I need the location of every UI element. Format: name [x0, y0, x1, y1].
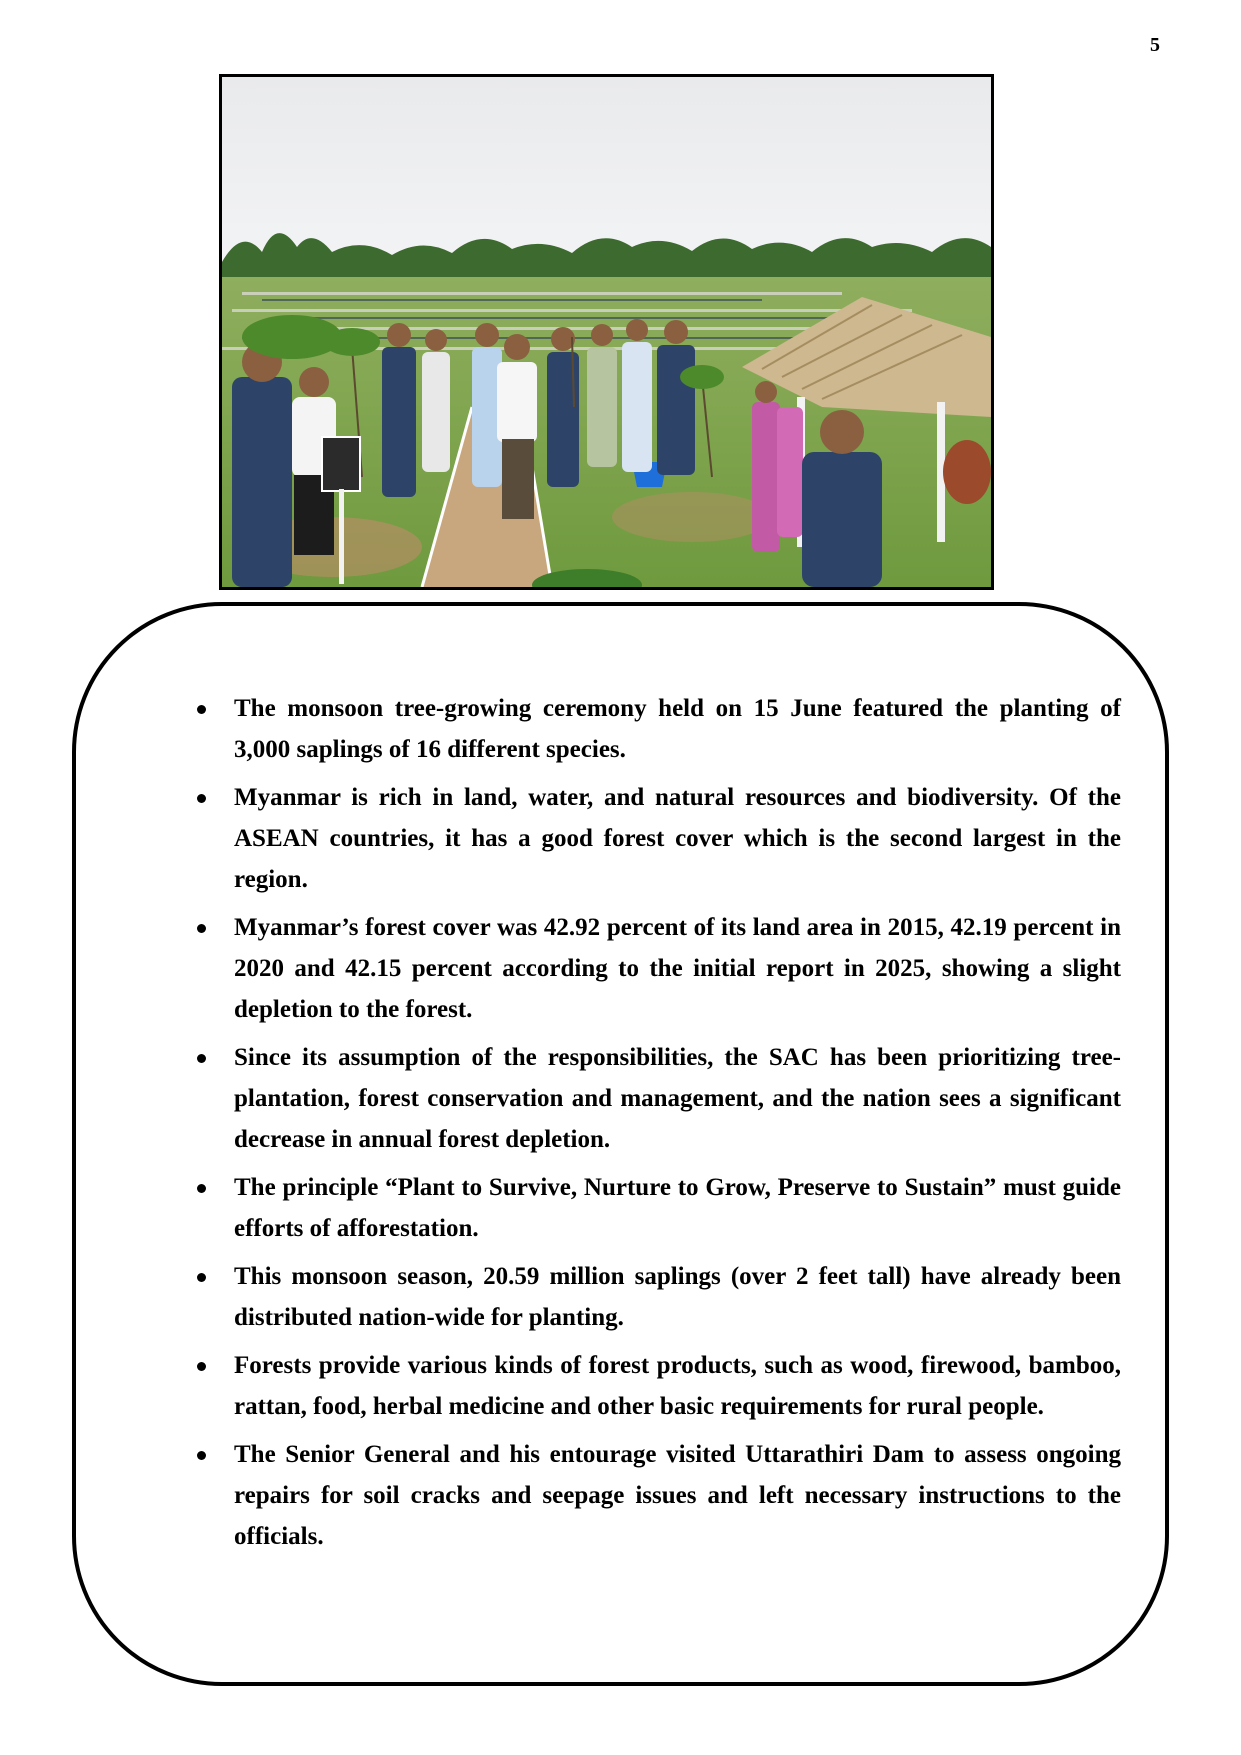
list-item [161, 907, 1121, 1030]
bullet-text: The monsoon tree-growing ceremony held on 15 June featured the planting of 3,000 saplings of 16 different species. [234, 695, 1121, 763]
bullet-text: This monsoon season, 20.59 million saplings (over 2 feet tall) have already been distributed nation-wide for planting. [234, 1263, 1121, 1331]
bullet-text: Since its assumption of the responsibilities, the SAC has been prioritizing tree-plantation, forest conservation and management, and the nation sees a significant decrease in annual forest depletion. [234, 1044, 1121, 1153]
key-points-box [72, 602, 1169, 1686]
photo-illustration [222, 77, 991, 587]
bullet-text: Myanmar is rich in land, water, and natural resources and biodiversity. Of the ASEAN countries, it has a good forest cover which is the second largest in the region. [234, 784, 1121, 893]
bullet-icon [197, 705, 206, 714]
bullet-icon [197, 1184, 206, 1193]
list-item [161, 688, 1121, 770]
ceremony-photo [219, 74, 994, 590]
bullet-icon [197, 1054, 206, 1063]
list-item [161, 1256, 1121, 1338]
bullet-icon [197, 794, 206, 803]
bullet-icon [197, 924, 206, 933]
list-item [161, 1434, 1121, 1557]
list-item [161, 777, 1121, 900]
bullet-text: Myanmar’s forest cover was 42.92 percent of its land area in 2015, 42.19 percent in 2020 and 42.15 percent according to the initial report in 2025, showing a slight depletion to the forest. [234, 914, 1121, 1023]
bullet-icon [197, 1362, 206, 1371]
page-number: 5 [1150, 34, 1160, 56]
bullet-text: The Senior General and his entourage visited Uttarathiri Dam to assess ongoing repairs for soil cracks and seepage issues and left necessary instructions to the officials. [234, 1441, 1121, 1550]
bullet-icon [197, 1451, 206, 1460]
list-item [161, 1037, 1121, 1160]
bullet-text: The principle “Plant to Survive, Nurture to Grow, Preserve to Sustain” must guide efforts of afforestation. [234, 1174, 1121, 1242]
bullet-text: Forests provide various kinds of forest products, such as wood, firewood, bamboo, rattan, food, herbal medicine and other basic requirements for rural people. [234, 1352, 1121, 1420]
bullet-icon [197, 1273, 206, 1282]
list-item [161, 1167, 1121, 1249]
list-item [161, 1345, 1121, 1427]
key-points-list [161, 688, 1121, 1564]
